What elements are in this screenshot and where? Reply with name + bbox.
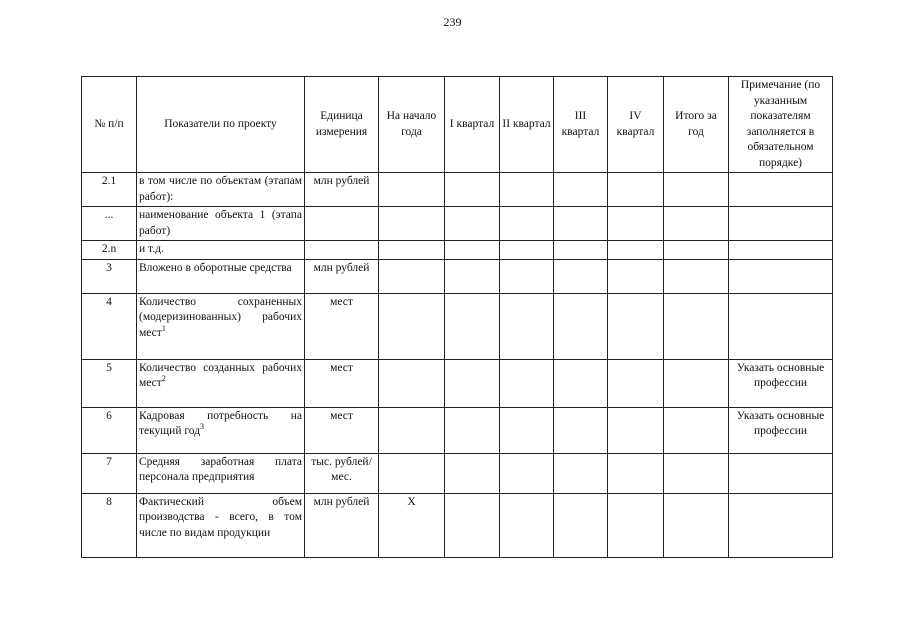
row-indicator xyxy=(137,407,305,453)
table-row xyxy=(82,173,833,207)
row-start-value xyxy=(379,241,445,260)
row-start-value xyxy=(379,173,445,207)
row-q4-cell xyxy=(608,453,664,493)
row-q3-cell xyxy=(554,453,608,493)
indicator-text: Фактический объем производства - всего, в том числе по видам продукции xyxy=(139,495,302,539)
row-q1-cell xyxy=(445,259,500,293)
table-row xyxy=(82,453,833,493)
row-total-cell xyxy=(664,259,729,293)
row-note: Указать основные профессии xyxy=(729,359,833,407)
header-unit: Единица измерения xyxy=(305,77,379,173)
table-row xyxy=(82,259,833,293)
row-unit xyxy=(305,241,379,260)
row-start-value xyxy=(379,407,445,453)
row-q2-cell xyxy=(500,407,554,453)
row-unit xyxy=(305,207,379,241)
row-q2-cell xyxy=(500,359,554,407)
row-start-value xyxy=(379,359,445,407)
footnote-mark: 2 xyxy=(161,374,166,384)
row-q3-cell xyxy=(554,241,608,260)
row-total-cell xyxy=(664,241,729,260)
row-number: 2.n xyxy=(82,241,137,260)
row-q4-cell xyxy=(608,241,664,260)
row-note xyxy=(729,207,833,241)
table-row xyxy=(82,207,833,241)
row-total-cell xyxy=(664,173,729,207)
row-number: 6 xyxy=(82,407,137,453)
row-total-cell xyxy=(664,359,729,407)
indicator-text: Количество созданных рабочих мест xyxy=(139,361,302,389)
header-start: На начало года xyxy=(379,77,445,173)
row-q1-cell xyxy=(445,453,500,493)
table-row xyxy=(82,407,833,453)
row-total-cell xyxy=(664,293,729,359)
page-number: 239 xyxy=(443,15,462,29)
row-note xyxy=(729,259,833,293)
indicator-text: Вложено в оборотные средства xyxy=(139,261,292,274)
table-header-row xyxy=(82,77,833,173)
row-unit: мест xyxy=(305,407,379,453)
row-indicator xyxy=(137,241,305,260)
row-q4-cell xyxy=(608,207,664,241)
row-q2-cell xyxy=(500,241,554,260)
row-q1-cell xyxy=(445,207,500,241)
table-row xyxy=(82,493,833,557)
row-q3-cell xyxy=(554,407,608,453)
row-indicator xyxy=(137,493,305,557)
row-note xyxy=(729,241,833,260)
row-indicator xyxy=(137,359,305,407)
row-q2-cell xyxy=(500,293,554,359)
table-row xyxy=(82,359,833,407)
row-q4-cell xyxy=(608,259,664,293)
row-indicator xyxy=(137,207,305,241)
row-note xyxy=(729,173,833,207)
row-number: 5 xyxy=(82,359,137,407)
row-number: ... xyxy=(82,207,137,241)
row-q1-cell xyxy=(445,359,500,407)
row-q3-cell xyxy=(554,259,608,293)
row-unit: млн рублей xyxy=(305,493,379,557)
row-start-value xyxy=(379,293,445,359)
row-number: 7 xyxy=(82,453,137,493)
indicator-text: Средняя заработная плата персонала предприятия xyxy=(139,455,302,483)
header-q4: IV квартал xyxy=(608,77,664,173)
row-total-cell xyxy=(664,493,729,557)
row-q2-cell xyxy=(500,493,554,557)
row-q3-cell xyxy=(554,173,608,207)
row-indicator xyxy=(137,259,305,293)
table-row xyxy=(82,241,833,260)
row-indicator xyxy=(137,453,305,493)
row-q4-cell xyxy=(608,173,664,207)
header-num: № п/п xyxy=(82,77,137,173)
row-number: 4 xyxy=(82,293,137,359)
row-unit: млн рублей xyxy=(305,173,379,207)
row-q1-cell xyxy=(445,173,500,207)
row-q3-cell xyxy=(554,207,608,241)
row-q1-cell xyxy=(445,407,500,453)
row-indicator xyxy=(137,293,305,359)
row-q1-cell xyxy=(445,241,500,260)
header-q3: III квартал xyxy=(554,77,608,173)
row-total-cell xyxy=(664,453,729,493)
header-total: Итого за год xyxy=(664,77,729,173)
header-q2: II квартал xyxy=(500,77,554,173)
row-q4-cell xyxy=(608,293,664,359)
row-number: 2.1 xyxy=(82,173,137,207)
row-q1-cell xyxy=(445,493,500,557)
indicator-text: Кадровая потребность на текущий год xyxy=(139,409,302,437)
row-q1-cell xyxy=(445,293,500,359)
header-note: Примечание (по указанным показателям заполняется в обязательном порядке) xyxy=(729,77,833,173)
row-note xyxy=(729,293,833,359)
row-start-value xyxy=(379,453,445,493)
row-unit: тыс. рублей/мес. xyxy=(305,453,379,493)
row-q4-cell xyxy=(608,359,664,407)
row-total-cell xyxy=(664,207,729,241)
row-unit: мест xyxy=(305,359,379,407)
row-q2-cell xyxy=(500,207,554,241)
row-note xyxy=(729,453,833,493)
row-note xyxy=(729,493,833,557)
row-indicator xyxy=(137,173,305,207)
row-q3-cell xyxy=(554,293,608,359)
row-q4-cell xyxy=(608,493,664,557)
row-unit: мест xyxy=(305,293,379,359)
indicator-text: наименование объекта 1 (этапа работ) xyxy=(139,209,302,237)
footnote-mark: 3 xyxy=(200,422,205,432)
row-start-value xyxy=(379,207,445,241)
row-q2-cell xyxy=(500,173,554,207)
indicator-text: в том числе по объектам (этапам работ): xyxy=(139,175,302,203)
header-indicator: Показатели по проекту xyxy=(137,77,305,173)
row-start-value xyxy=(379,259,445,293)
row-start-value: X xyxy=(379,493,445,557)
header-q1: I квартал xyxy=(445,77,500,173)
table-row xyxy=(82,293,833,359)
row-q4-cell xyxy=(608,407,664,453)
row-unit: млн рублей xyxy=(305,259,379,293)
footnote-mark: 1 xyxy=(161,323,166,333)
row-note: Указать основные профессии xyxy=(729,407,833,453)
row-number: 8 xyxy=(82,493,137,557)
indicator-text: Количество сохраненных (модеризинованных) рабочих мест xyxy=(139,295,302,339)
row-total-cell xyxy=(664,407,729,453)
row-number: 3 xyxy=(82,259,137,293)
row-q3-cell xyxy=(554,493,608,557)
row-q3-cell xyxy=(554,359,608,407)
report-table xyxy=(81,76,833,558)
indicator-text: и т.д. xyxy=(139,243,164,255)
row-q2-cell xyxy=(500,259,554,293)
row-q2-cell xyxy=(500,453,554,493)
